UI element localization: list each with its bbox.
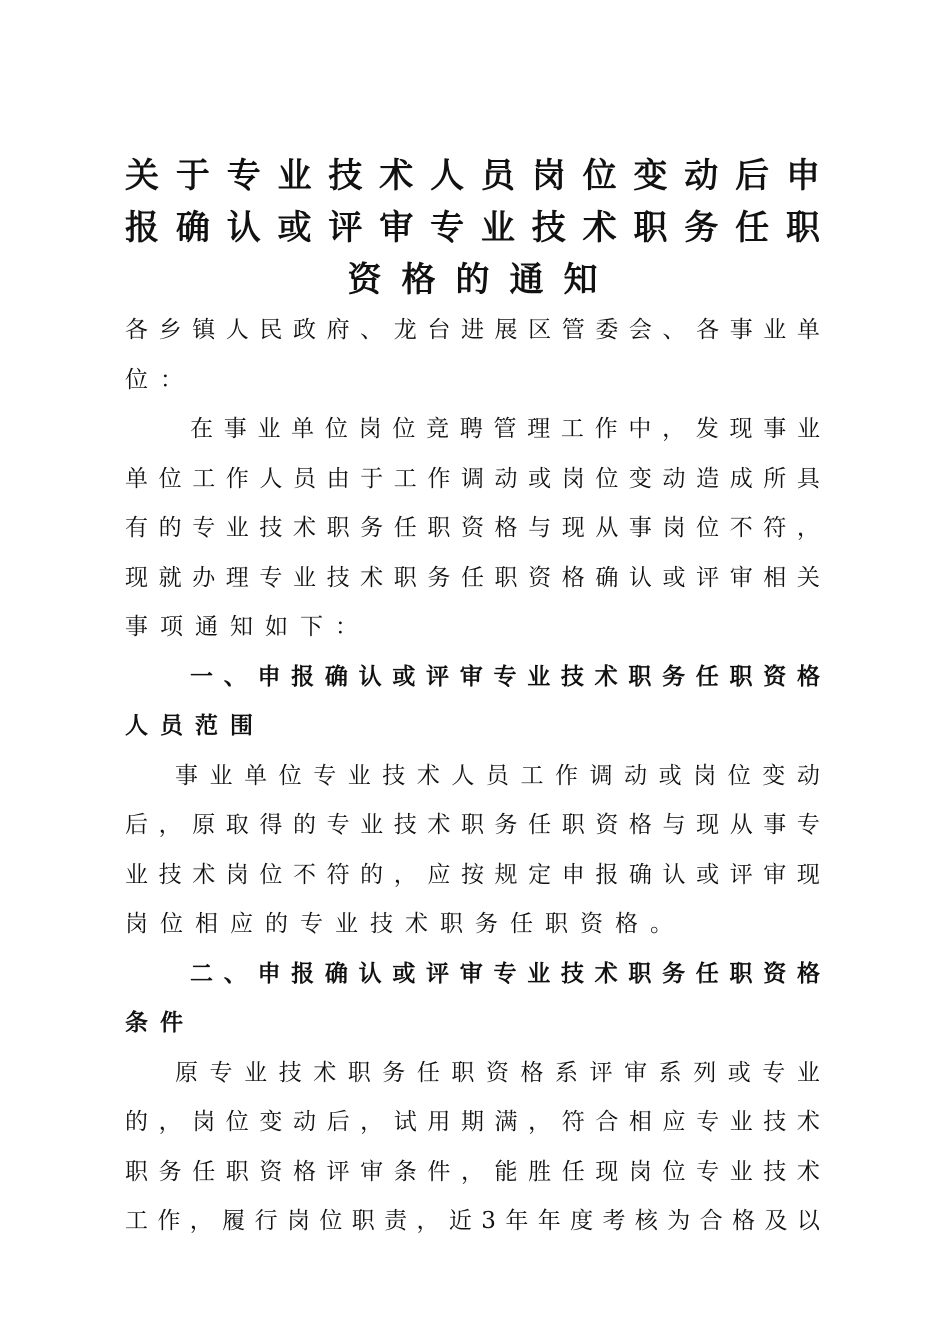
section-2-line-2: 的 ， 岗 位 变 动 后 ， 试 用 期 满 ， 符 合 相 应 专 业 技 术 — [125, 1109, 820, 1135]
section-1-line-1: 事 业 单 位 专 业 技 术 人 员 工 作 调 动 或 岗 位 变 动 — [175, 762, 820, 789]
intro-line-2: 单 位 工 作 人 员 由 于 工 作 调 动 或 岗 位 变 动 造 成 所 具 — [125, 465, 820, 492]
title-line-1: 关 于 专 业 技 术 人 员 岗 位 变 动 后 申 — [125, 156, 820, 196]
intro-line-5: 事 项 通 知 如 下 ： — [125, 614, 358, 640]
intro-line-4: 现 就 办 理 专 业 技 术 职 务 任 职 资 格 确 认 或 评 审 相 关 — [125, 564, 820, 591]
section-2-heading-line-1: 二 、 申 报 确 认 或 评 审 专 业 技 术 职 务 任 职 资 格 — [190, 960, 820, 987]
document-page — [125, 150, 820, 1247]
section-1-line-4: 岗 位 相 应 的 专 业 技 术 职 务 任 职 资 格 。 — [125, 911, 673, 937]
section-1-line-2: 后 ， 原 取 得 的 专 业 技 术 职 务 任 职 资 格 与 现 从 事 专 — [125, 812, 820, 838]
intro-paragraph — [125, 405, 820, 653]
title-line-2: 报 确 认 或 评 审 专 业 技 术 职 务 任 职 — [125, 208, 820, 248]
document-title — [125, 150, 820, 306]
section-1-heading-line-1: 一 、 申 报 确 认 或 评 审 专 业 技 术 职 务 任 职 资 格 — [190, 663, 820, 690]
salutation — [125, 306, 820, 405]
section-1-heading — [125, 653, 820, 752]
section-1-body — [125, 752, 820, 950]
title-line-3: 资 格 的 通 知 — [347, 260, 598, 300]
section-1-heading-line-2: 人 员 范 围 — [125, 713, 253, 739]
section-2-heading-line-2: 条 件 — [125, 1010, 183, 1036]
intro-line-3: 有 的 专 业 技 术 职 务 任 职 资 格 与 现 从 事 岗 位 不 符 ， — [125, 515, 820, 541]
intro-line-1: 在 事 业 单 位 岗 位 竞 聘 管 理 工 作 中 ， 发 现 事 业 — [190, 416, 820, 442]
section-2-body — [125, 1049, 820, 1247]
salutation-line-2: 位 ： — [125, 366, 183, 393]
section-2-line-3: 职 务 任 职 资 格 评 审 条 件 ， 能 胜 任 现 岗 位 专 业 技 术 — [125, 1158, 820, 1185]
section-2-heading — [125, 950, 820, 1049]
section-2-line-1: 原 专 业 技 术 职 务 任 职 资 格 系 评 审 系 列 或 专 业 — [175, 1059, 820, 1086]
section-2-line-4: 工 作 ， 履 行 岗 位 职 责 ， 近 3 年 年 度 考 核 为 合 格 及 以 — [125, 1208, 820, 1234]
section-1-line-3: 业 技 术 岗 位 不 符 的 ， 应 按 规 定 申 报 确 认 或 评 审 现 — [125, 861, 820, 888]
salutation-line-1: 各 乡 镇 人 民 政 府 、 龙 台 进 展 区 管 委 会 、 各 事 业 单 — [125, 317, 820, 343]
